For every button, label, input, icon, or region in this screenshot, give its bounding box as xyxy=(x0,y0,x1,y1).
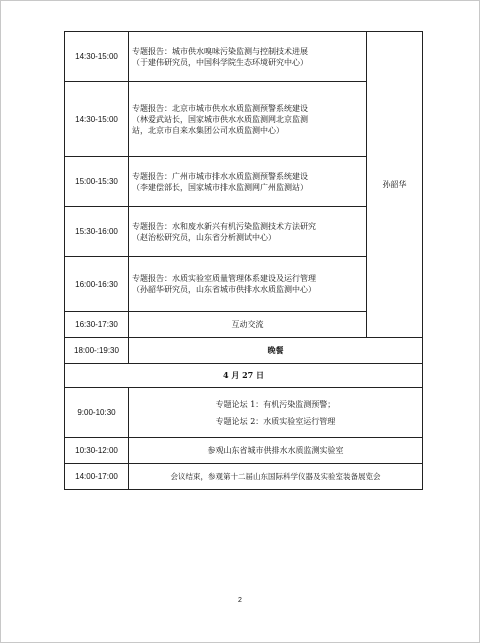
visit-cell: 参观山东省城市供排水水质监测实验室 xyxy=(129,438,423,464)
talk-cell xyxy=(129,82,367,157)
talk-speaker: （赵治松研究员，山东省分析测试中心） xyxy=(132,232,276,242)
time-cell: 16:30-17:30 xyxy=(65,312,129,338)
talk-speaker: （李建偿部长，国家城市排水监测网广州监测站） xyxy=(132,182,308,192)
table-row xyxy=(65,338,423,364)
table-row xyxy=(65,464,423,490)
talk-cell xyxy=(129,207,367,257)
talk-cell xyxy=(129,257,367,312)
talk-speaker: 站，北京市自来水集团公司水质监测中心） xyxy=(132,125,284,135)
table-row xyxy=(65,438,423,464)
talk-speaker: （孙韶华研究员，山东省城市供排水水质监测中心） xyxy=(132,285,316,294)
table-row xyxy=(65,388,423,438)
time-cell: 15:30-16:00 xyxy=(65,207,129,257)
time-cell: 10:30-12:00 xyxy=(65,438,129,464)
time-cell: 14:30-15:00 xyxy=(65,82,129,157)
talk-title: 专题报告：水质实验室质量管理体系建设及运行管理 xyxy=(132,274,316,283)
forum-line: 专题论坛 2：水质实验室运行管理 xyxy=(215,416,336,426)
forum-line: 专题论坛 1：有机污染监测预警； xyxy=(215,399,336,409)
talk-cell xyxy=(129,157,367,207)
talk-title: 专题报告：水和废水新兴有机污染监测技术方法研究 xyxy=(132,221,316,231)
interaction-cell: 互动交流 xyxy=(129,312,367,338)
time-cell: 18:00-:19:30 xyxy=(65,338,129,364)
talk-title: 专题报告：城市供水嗅味污染监测与控制技术进展 xyxy=(132,46,308,56)
table-row xyxy=(65,364,423,388)
dinner-cell: 晚餐 xyxy=(129,338,423,364)
time-cell: 15:00-15:30 xyxy=(65,157,129,207)
time-cell: 14:00-17:00 xyxy=(65,464,129,490)
talk-speaker: （林爱武站长，国家城市供水水质监测网北京监测 xyxy=(132,114,308,124)
date-header: 4 月 27 日 xyxy=(65,364,423,388)
host-cell: 孙韶华 xyxy=(367,32,423,338)
page-number: 2 xyxy=(238,597,242,604)
closing-cell: 会议结束，参观第十二届山东国际科学仪器及实验室装备展览会 xyxy=(129,464,423,490)
table-row xyxy=(65,32,423,82)
forum-cell xyxy=(129,388,423,438)
talk-cell xyxy=(129,32,367,82)
talk-title: 专题报告：广州市城市排水水质监测预警系统建设 xyxy=(132,171,308,181)
time-cell: 16:00-16:30 xyxy=(65,257,129,312)
talk-speaker: （于建伟研究员，中国科学院生态环境研究中心） xyxy=(132,57,308,67)
schedule-table xyxy=(64,31,423,490)
talk-title: 专题报告：北京市城市供水水质监测预警系统建设 xyxy=(132,103,308,113)
time-cell: 9:00-10:30 xyxy=(65,388,129,438)
time-cell: 14:30-15:00 xyxy=(65,32,129,82)
